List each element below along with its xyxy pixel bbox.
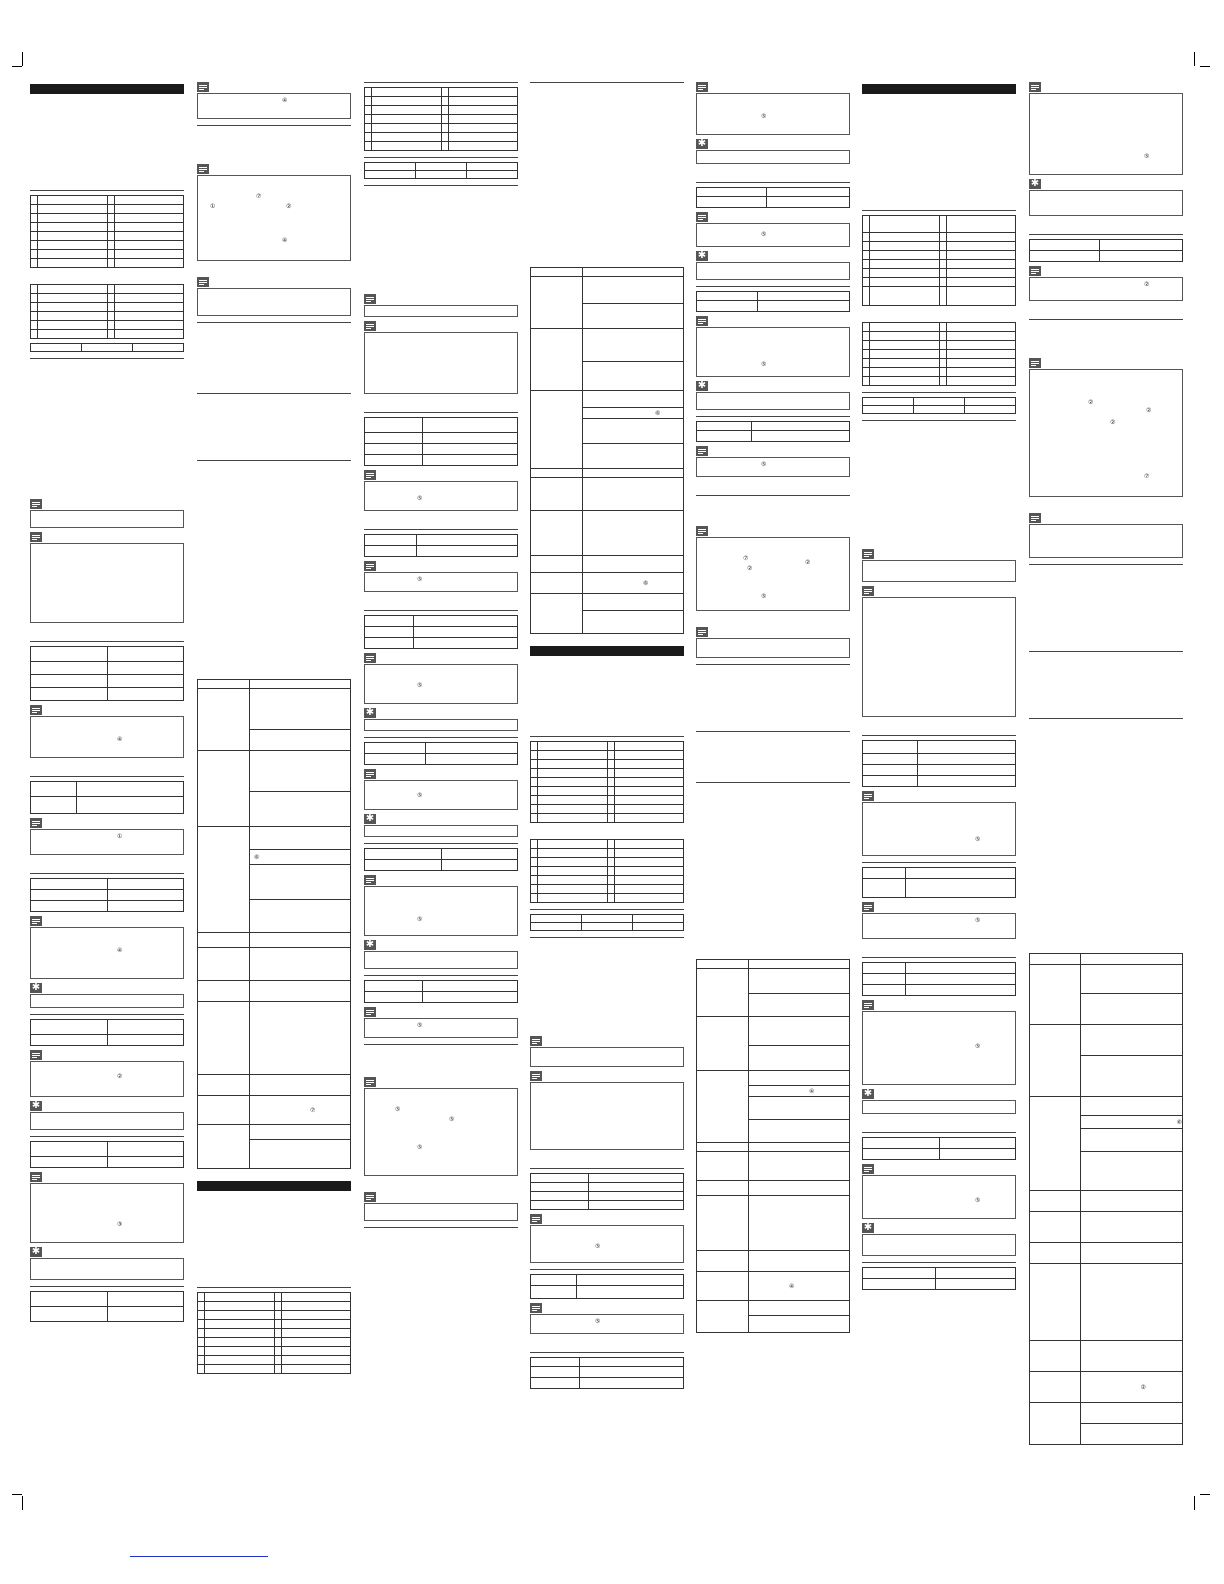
note-block: ⑤ [696,446,850,477]
tip-block [364,708,518,731]
note-block: ⑤ [364,875,518,936]
button-table [30,1291,184,1322]
button-table [530,1274,684,1299]
note-block: ⑤ [530,1303,684,1334]
note-icon [197,277,209,287]
table-8 [530,839,684,903]
table-10 [862,215,1016,306]
note-icon [530,1036,542,1046]
column-7 [1029,82,1183,1445]
note-icon [696,526,708,536]
tip-block [862,1223,1016,1256]
tip-icon: ✱ [31,982,41,993]
button-table [30,1141,184,1168]
note-icon [364,1077,376,1087]
note-block: ⑤ [364,470,518,511]
spec-table: ⑥ ⑦ [197,679,351,1169]
note-icon [364,321,376,331]
note-icon [1029,82,1041,92]
note-icon [530,1071,542,1081]
table-4 [197,1292,351,1374]
note-block: ④ [197,82,351,119]
tip-block [364,814,518,837]
section-header-bar [30,84,184,94]
note-block: ⑤ ⑤ ⑤ [364,1077,518,1176]
column-3 [364,82,518,1232]
note-icon [862,586,874,596]
tip-block [696,381,850,410]
button-table [862,962,1016,996]
spec-table: ④ ④ [696,959,850,1333]
tip-block [696,251,850,280]
note-block: ④ [30,705,184,758]
tip-icon: ✱ [365,707,375,718]
note-icon [30,916,42,926]
note-block: ④ [30,916,184,979]
note-icon [862,1164,874,1174]
table-12 [862,397,1016,414]
table-7 [530,741,684,823]
note-block: ⑤ [1029,82,1183,175]
note-icon [30,818,42,828]
section-header-bar [530,646,684,656]
note-block: ② [30,1050,184,1097]
note-icon [364,1192,376,1202]
note-icon [696,627,708,637]
note-icon [696,82,708,92]
note-block [696,627,850,658]
note-block [862,549,1016,582]
button-table [862,1137,1016,1160]
tip-icon: ✱ [697,250,707,261]
column-2 [197,82,351,1378]
section-rule [30,190,184,191]
note-block [530,1071,684,1150]
note-icon [1029,266,1041,276]
button-table [696,421,850,442]
spec-table: ⑥ ⑥ [530,267,684,634]
note-icon [364,769,376,779]
button-table [364,534,518,557]
button-table [696,291,850,312]
note-block [30,499,184,528]
button-table [30,646,184,701]
note-block: ⑤ [862,791,1016,856]
note-block: ⑤ [364,769,518,810]
note-icon [364,561,376,571]
button-table [364,980,518,1003]
button-table [530,1357,684,1389]
spec-table: ⑥ ② [1029,953,1183,1445]
tip-block [30,1101,184,1130]
note-block: ⑤ [862,1164,1016,1219]
note-icon [364,470,376,480]
tip-icon: ✱ [31,1100,41,1111]
tip-icon: ✱ [365,939,375,950]
note-icon [1029,513,1041,523]
note-block: ⑦ ① ② ④ [197,164,351,261]
footer-link-rule [130,1556,268,1557]
button-table [364,742,518,765]
button-table [862,740,1016,787]
note-block [364,1192,518,1221]
note-icon [30,705,42,715]
button-table [364,615,518,649]
button-table [30,878,184,912]
tip-block [30,983,184,1008]
section-header-bar [197,1181,351,1191]
note-block [862,586,1016,717]
button-table [696,187,850,208]
button-table [364,417,518,466]
note-block [197,277,351,316]
note-block [364,294,518,317]
note-block: ① [30,818,184,855]
tip-icon: ✱ [697,380,707,391]
note-icon [30,1050,42,1060]
note-icon [696,446,708,456]
note-icon [862,549,874,559]
button-table [862,1267,1016,1290]
note-block: ⑤ [364,653,518,704]
button-table [530,1173,684,1210]
note-block: ⑦ ② ② ⑤ [696,526,850,611]
button-table [862,867,1016,898]
note-block [30,532,184,623]
column-5 [696,82,850,1333]
note-icon [197,164,209,174]
tip-block [1029,179,1183,216]
note-icon [530,1303,542,1313]
note-icon [862,902,874,912]
column-1 [30,82,184,1326]
note-icon [862,791,874,801]
table-1 [30,195,184,268]
note-block: ② ② ② ⑦ [1029,358,1183,497]
tip-icon: ✱ [31,1246,41,1257]
note-block: ⑤ [862,1000,1016,1085]
note-block: ⑤ [696,316,850,377]
button-table [30,781,184,814]
note-block: ⑤ [364,561,518,592]
note-icon [30,1172,42,1182]
note-icon [862,1000,874,1010]
note-block [1029,513,1183,558]
note-icon [1029,358,1041,368]
note-block: ⑤ [696,82,850,135]
table-2 [30,284,184,339]
note-icon [530,1214,542,1224]
note-icon [696,212,708,222]
tip-icon: ✱ [697,138,707,149]
column-6 [862,82,1016,1294]
note-block: ⑤ [364,1007,518,1038]
button-table [1029,239,1183,262]
button-table [30,1019,184,1046]
note-icon [30,499,42,509]
note-block: ③ [30,1172,184,1243]
table-11 [862,322,1016,386]
note-icon [364,1007,376,1017]
column-4 [530,82,684,1393]
note-icon [364,653,376,663]
note-block [364,321,518,394]
tip-block [862,1089,1016,1114]
tip-block [696,139,850,164]
note-block: ⑤ [530,1214,684,1263]
tip-icon: ✱ [863,1088,873,1099]
note-icon [30,532,42,542]
note-icon [197,82,209,92]
table-9 [530,914,684,931]
section-header-bar [862,84,1016,94]
note-block: ⑤ [696,212,850,247]
tip-icon: ✱ [365,813,375,824]
tip-icon: ✱ [1030,178,1040,189]
tip-block [364,940,518,969]
tip-icon: ✱ [863,1222,873,1233]
note-block: ② [1029,266,1183,301]
table-6 [364,162,518,179]
note-icon [696,316,708,326]
note-block [530,1036,684,1067]
button-table [364,848,518,871]
note-block: ⑤ [862,902,1016,939]
tip-block [30,1247,184,1280]
note-icon [364,875,376,885]
table-5 [364,87,518,151]
table-3 [30,343,184,352]
note-icon [364,294,376,304]
